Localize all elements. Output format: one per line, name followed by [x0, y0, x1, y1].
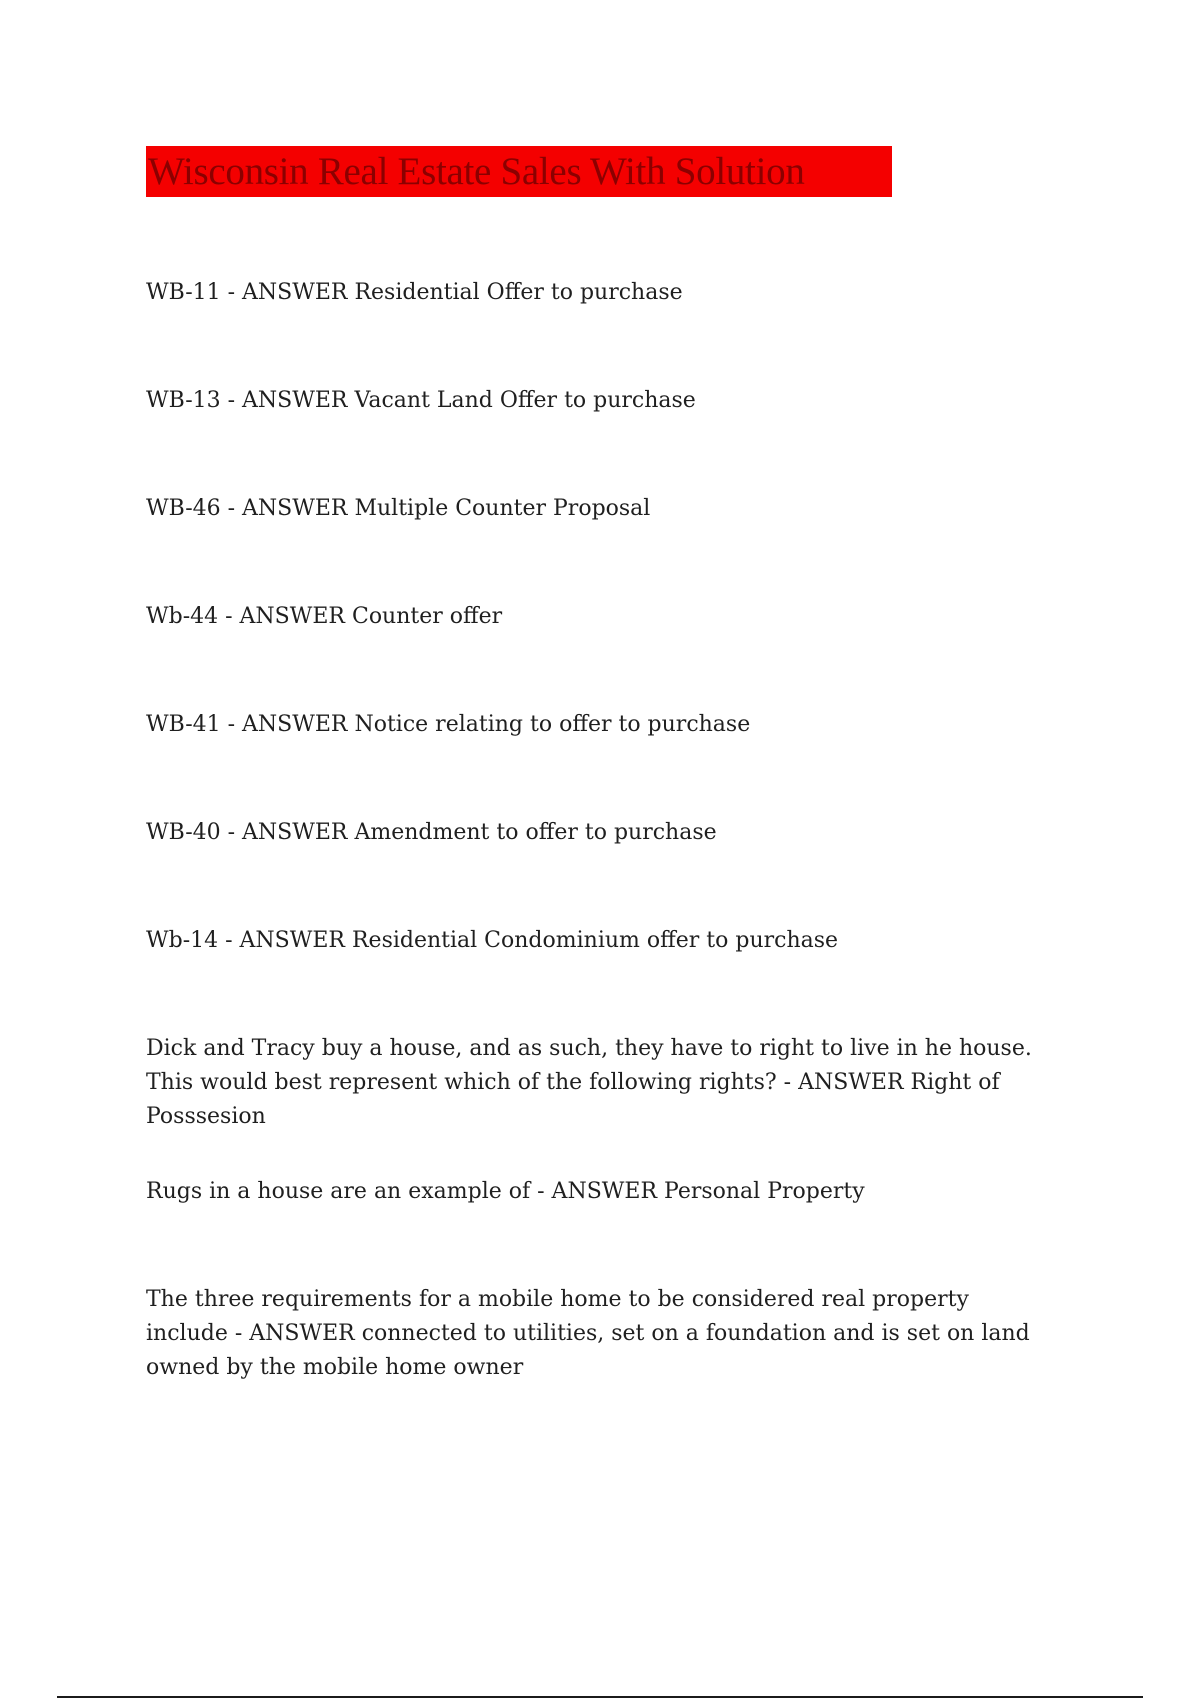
qa-item-wb-46 [146, 492, 1046, 526]
qa-item-mobile-home [146, 1283, 1046, 1385]
title-highlight [146, 146, 892, 197]
qa-text: WB-11 - ANSWER Residential Offer to purchase [146, 280, 683, 305]
qa-item-wb-41 [146, 708, 1046, 742]
qa-text: WB-40 - ANSWER Amendment to offer to purchase [146, 820, 717, 845]
qa-item-possession [146, 1032, 1046, 1134]
qa-text: Wb-44 - ANSWER Counter offer [146, 604, 503, 629]
qa-text: WB-13 - ANSWER Vacant Land Offer to purchase [146, 388, 696, 413]
qa-text: Dick and Tracy buy a house, and as such, they have to right to live in he house. This would best represent which of the following rights? - ANSWER Right of Posssesion [146, 1036, 1032, 1129]
qa-item-wb-44 [146, 600, 1046, 634]
qa-text: The three requirements for a mobile home to be considered real property include - ANSWER connected to utilities, set on a foundation and is set on land owned by the mobile home owner [146, 1287, 1030, 1380]
qa-text: WB-41 - ANSWER Notice relating to offer to purchase [146, 712, 751, 737]
qa-item-personal-property [146, 1175, 1046, 1209]
qa-item-wb-40 [146, 816, 1046, 850]
footer-divider [57, 1696, 1143, 1698]
qa-item-wb-13 [146, 384, 1046, 418]
qa-text: Wb-14 - ANSWER Residential Condominium offer to purchase [146, 928, 839, 953]
qa-text: Rugs in a house are an example of - ANSWER Personal Property [146, 1179, 865, 1204]
qa-item-wb-14 [146, 924, 1046, 958]
qa-text: WB-46 - ANSWER Multiple Counter Proposal [146, 496, 651, 521]
page-title: Wisconsin Real Estate Sales With Solution [148, 150, 805, 193]
qa-item-wb-11 [146, 276, 1046, 310]
